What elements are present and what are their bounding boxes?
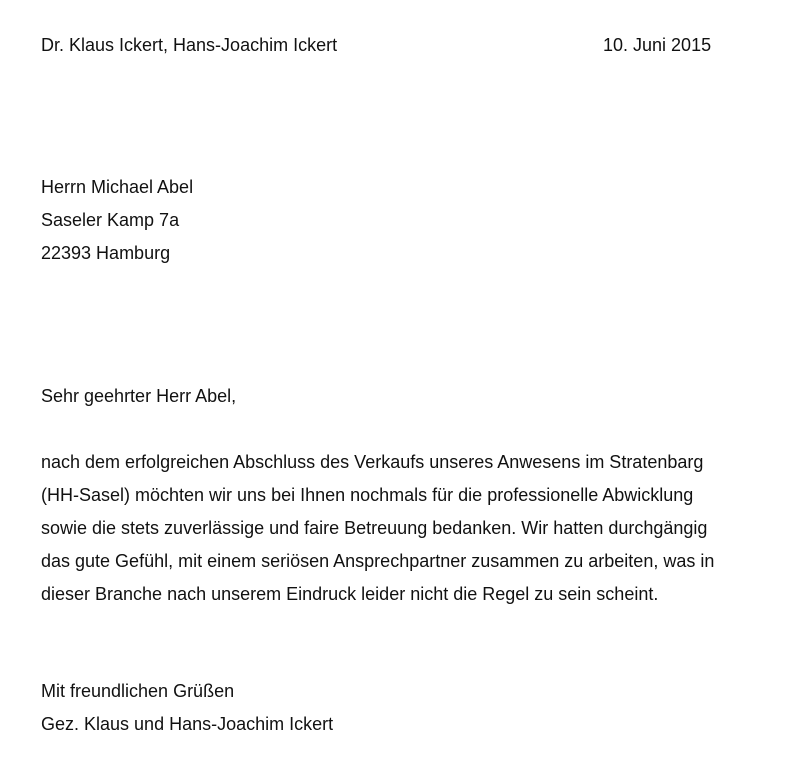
letter-date: 10. Juni 2015 bbox=[603, 35, 712, 55]
closing-block bbox=[41, 680, 333, 746]
recipient-street: Saseler Kamp 7a bbox=[41, 210, 180, 230]
body-line: nach dem erfolgreichen Abschluss des Verkaufs unseres Anwesens im Stratenbarg bbox=[41, 452, 704, 472]
recipient-city: 22393 Hamburg bbox=[41, 243, 171, 263]
body-line: dieser Branche nach unserem Eindruck leider nicht die Regel zu sein scheint. bbox=[41, 584, 659, 604]
letter-body bbox=[41, 451, 714, 616]
body-line: (HH-Sasel) möchten wir uns bei Ihnen nochmals für die professionelle Abwicklung bbox=[41, 485, 694, 505]
sender-line: Dr. Klaus Ickert, Hans-Joachim Ickert bbox=[41, 35, 338, 55]
body-line: sowie die stets zuverlässige und faire Betreuung bedanken. Wir hatten durchgängig bbox=[41, 518, 708, 538]
salutation: Sehr geehrter Herr Abel, bbox=[41, 386, 237, 406]
recipient-name: Herrn Michael Abel bbox=[41, 177, 194, 197]
signature: Gez. Klaus und Hans-Joachim Ickert bbox=[41, 714, 334, 734]
recipient-address bbox=[41, 176, 193, 275]
closing: Mit freundlichen Grüßen bbox=[41, 681, 235, 701]
body-line: das gute Gefühl, mit einem seriösen Ansprechpartner zusammen zu arbeiten, was in bbox=[41, 551, 715, 571]
